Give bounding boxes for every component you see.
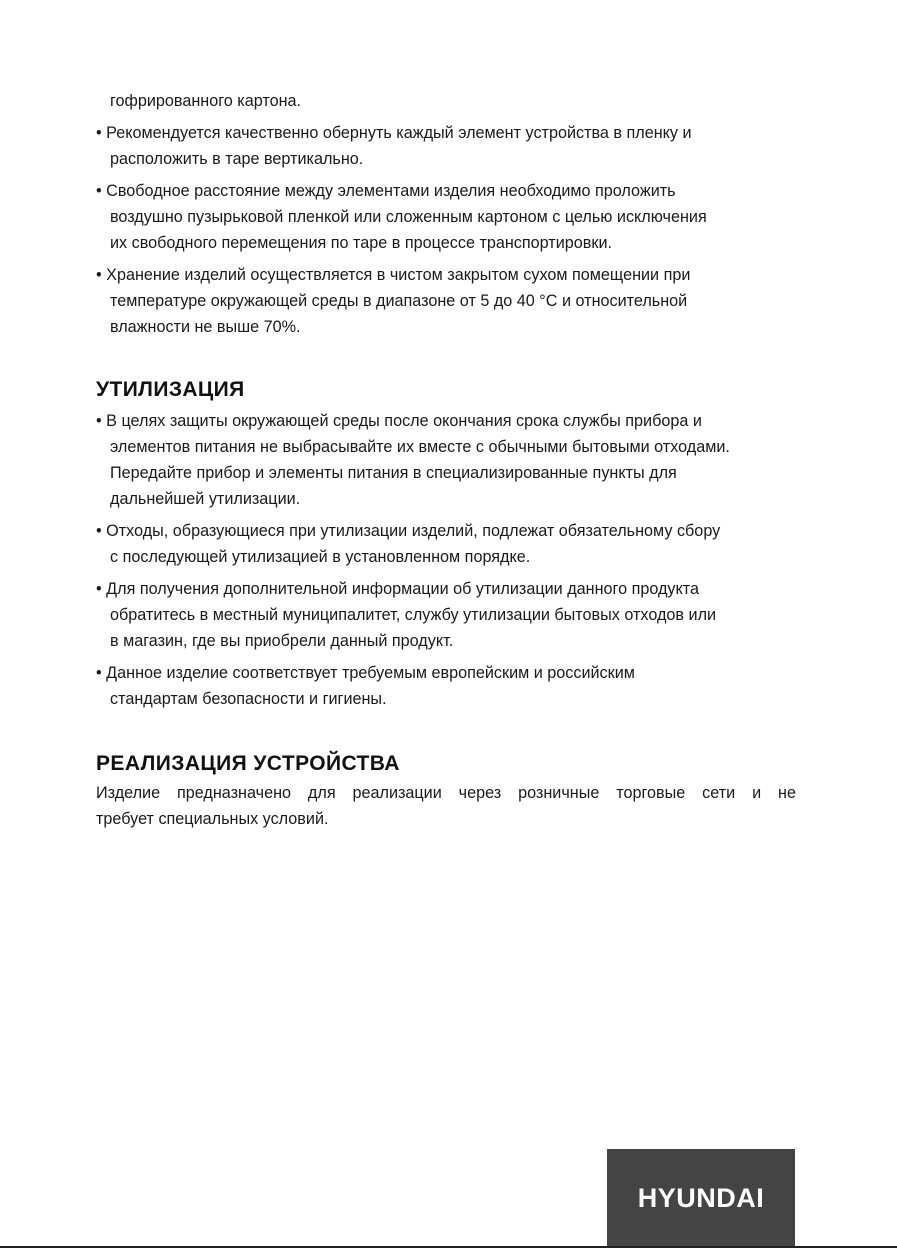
list-item	[96, 518, 796, 570]
list-item-line: стандартам безопасности и гигиены.	[110, 690, 387, 708]
list-item-line: воздушно пузырьковой пленкой или сложенным картоном с целью исключения	[110, 208, 707, 226]
list-item	[96, 262, 796, 340]
list-item-line: • Для получения дополнительной информации об утилизации данного продукта	[96, 580, 700, 598]
list-item-line: температуре окружающей среды в диапазоне от 5 до 40 °С и относительной	[110, 292, 688, 310]
storage-list	[96, 120, 796, 340]
intro-continuation: гофрированного картона.	[110, 92, 302, 110]
list-item	[96, 408, 796, 512]
list-item-line: Передайте прибор и элементы питания в специализированные пункты для	[110, 464, 677, 482]
disposal-list	[96, 408, 796, 712]
list-item-line: • Отходы, образующиеся при утилизации изделий, подлежат обязательному сбору	[96, 522, 721, 540]
page-content	[96, 88, 796, 832]
list-item	[96, 120, 796, 172]
list-item	[96, 576, 796, 654]
list-item-line: их свободного перемещения по таре в процессе транспортировки.	[110, 234, 612, 252]
list-item-line: • Данное изделие соответствует требуемым европейским и российским	[96, 664, 635, 682]
list-item-line: • Хранение изделий осуществляется в чистом закрытом сухом помещении при	[96, 266, 691, 284]
list-item-line: в магазин, где вы приобрели данный продукт.	[110, 632, 454, 650]
list-item-line: • Рекомендуется качественно обернуть каждый элемент устройства в пленку и	[96, 124, 692, 142]
paragraph-line: требует специальных условий.	[96, 810, 329, 828]
disposal-heading: УТИЛИЗАЦИЯ	[96, 378, 245, 401]
list-item-line: обратитесь в местный муниципалитет, службу утилизации бытовых отходов или	[110, 606, 717, 624]
paragraph-line: Изделие предназначено для реализации через розничные торговые сети и не	[96, 784, 796, 802]
list-item	[96, 178, 796, 256]
list-item-line: влажности не выше 70%.	[110, 318, 301, 336]
list-item-line: • В целях защиты окружающей среды после окончания срока службы прибора и	[96, 412, 702, 430]
list-item-line: • Свободное расстояние между элементами изделия необходимо проложить	[96, 182, 676, 200]
list-item-line: с последующей утилизацией в установленном порядке.	[110, 548, 531, 566]
hyundai-logo: HYUNDAI	[607, 1149, 795, 1248]
list-item-line: расположить в таре вертикально.	[110, 150, 364, 168]
sales-heading: РЕАЛИЗАЦИЯ УСТРОЙСТВА	[96, 752, 400, 775]
list-item-line: элементов питания не выбрасывайте их вместе с обычными бытовыми отходами.	[110, 438, 730, 456]
list-item-line: дальнейшей утилизации.	[110, 490, 301, 508]
list-item	[96, 660, 796, 712]
sales-paragraph	[96, 780, 796, 832]
